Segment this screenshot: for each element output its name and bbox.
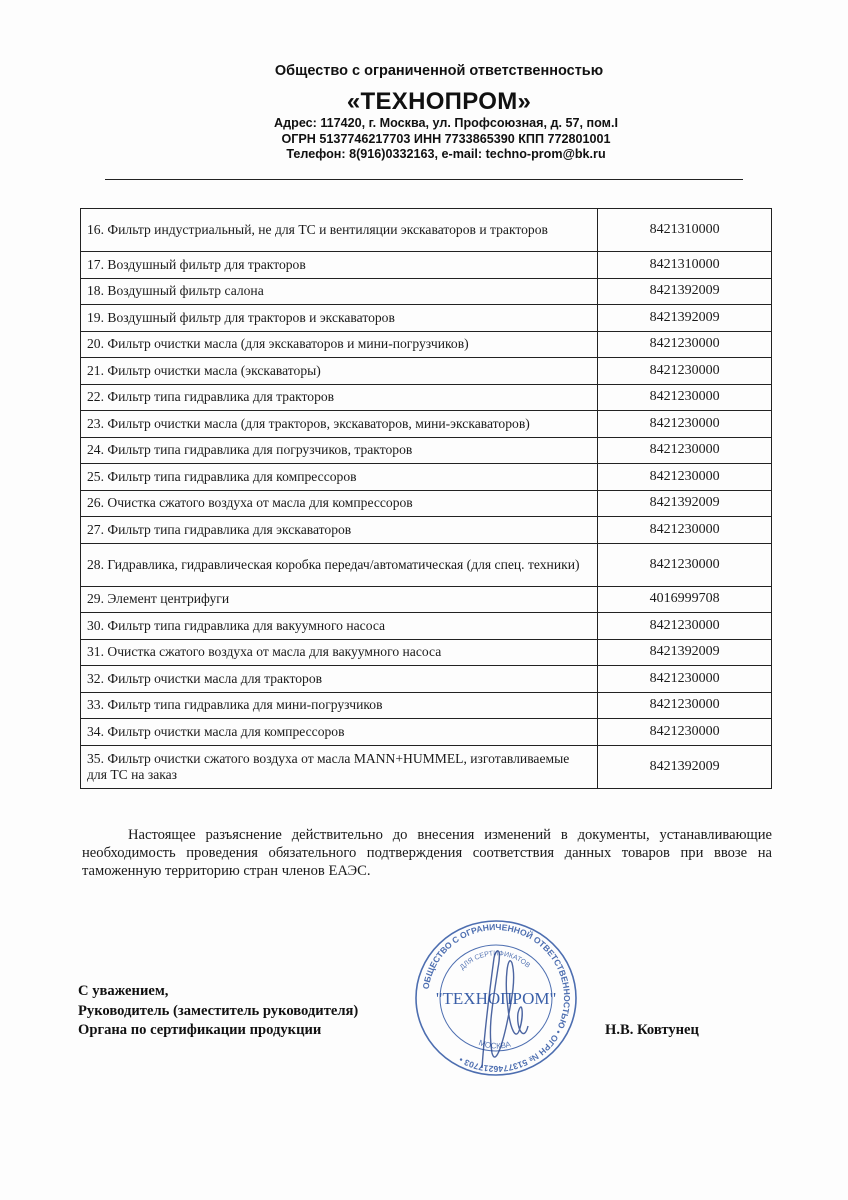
stamp-seal-icon: [412, 918, 580, 1078]
tn-ved-code-cell: 8421392009: [598, 278, 772, 305]
tn-ved-code-cell: 8421230000: [598, 692, 772, 719]
product-description-cell: 20. Фильтр очистки масла (для экскаваторов и мини-погрузчиков): [81, 331, 598, 358]
table-row: [81, 639, 772, 666]
stamp-center-text: "ТЕХНОПРОМ": [435, 989, 557, 1008]
signatory-name: Н.В. Ковтунец: [605, 1022, 699, 1038]
product-description-cell: 22. Фильтр типа гидравлика для тракторов: [81, 384, 598, 411]
table-row: [81, 719, 772, 746]
table-row: [81, 252, 772, 279]
signature-closing: С уважением,: [78, 983, 169, 999]
table-row: [81, 331, 772, 358]
product-description-cell: 30. Фильтр типа гидравлика для вакуумного насоса: [81, 613, 598, 640]
product-description-cell: 21. Фильтр очистки масла (экскаваторы): [81, 358, 598, 385]
table-row: [81, 411, 772, 438]
product-description-cell: 25. Фильтр типа гидравлика для компрессоров: [81, 464, 598, 491]
table-row: [81, 278, 772, 305]
validity-paragraph: [82, 826, 772, 880]
tn-ved-code-cell: 8421310000: [598, 252, 772, 279]
table-row: [81, 358, 772, 385]
tn-ved-code-cell: 8421230000: [598, 517, 772, 544]
letterhead-divider: [105, 179, 743, 180]
tn-ved-code-cell: 8421230000: [598, 719, 772, 746]
product-description-cell: 16. Фильтр индустриальный, не для ТС и вентиляции экскаваторов и тракторов: [81, 209, 598, 252]
tn-ved-code-cell: 8421230000: [598, 384, 772, 411]
table-row: [81, 490, 772, 517]
table-row: [81, 305, 772, 332]
tn-ved-code-cell: 8421230000: [598, 437, 772, 464]
tn-ved-code-cell: 8421230000: [598, 666, 772, 693]
letterhead-address: Адрес: 117420, г. Москва, ул. Профсоюзная, д. 57, пом.I: [274, 116, 618, 130]
table-row: [81, 384, 772, 411]
stamp-bottom-text: МОСКВА: [477, 1038, 512, 1051]
tn-ved-code-cell: 8421230000: [598, 464, 772, 491]
table-row: [81, 437, 772, 464]
tn-ved-code-cell: 8421392009: [598, 305, 772, 332]
tn-ved-code-cell: 8421230000: [598, 543, 772, 586]
table-row: [81, 613, 772, 640]
signature-position-line1: Руководитель (заместитель руководителя): [78, 1003, 359, 1019]
svg-text:МОСКВА: [477, 1038, 512, 1050]
table-row: [81, 517, 772, 544]
product-description-cell: 33. Фильтр типа гидравлика для мини-погрузчиков: [81, 692, 598, 719]
product-description-cell: 29. Элемент центрифуги: [81, 586, 598, 613]
product-description-cell: 28. Гидравлика, гидравлическая коробка передач/автоматическая (для спец. техники): [81, 543, 598, 586]
product-description-cell: 27. Фильтр типа гидравлика для экскаваторов: [81, 517, 598, 544]
table-row: [81, 692, 772, 719]
signature-position-line2: Органа по сертификации продукции: [78, 1022, 322, 1038]
product-description-cell: 26. Очистка сжатого воздуха от масла для компрессоров: [81, 490, 598, 517]
table-row: [81, 209, 772, 252]
letterhead-company-name: «ТЕХНОПРОМ»: [346, 88, 532, 115]
product-description-cell: 23. Фильтр очистки масла (для тракторов, экскаваторов, мини-экскаваторов): [81, 411, 598, 438]
tn-ved-code-cell: 8421230000: [598, 411, 772, 438]
tn-ved-code-cell: 8421230000: [598, 331, 772, 358]
table-row: [81, 666, 772, 693]
tn-ved-code-cell: 8421230000: [598, 613, 772, 640]
table-row: [81, 745, 772, 788]
table-row: [81, 464, 772, 491]
product-description-cell: 32. Фильтр очистки масла для тракторов: [81, 666, 598, 693]
tn-ved-code-cell: 4016999708: [598, 586, 772, 613]
product-description-cell: 19. Воздушный фильтр для тракторов и экскаваторов: [81, 305, 598, 332]
tn-ved-code-cell: 8421392009: [598, 639, 772, 666]
product-code-table: [80, 208, 772, 789]
stamp-outer-text: ОБЩЕСТВО С ОГРАНИЧЕННОЙ ОТВЕТСТВЕННОСТЬЮ • ОГРН № 5137746217703 •: [420, 921, 573, 1075]
product-description-cell: 17. Воздушный фильтр для тракторов: [81, 252, 598, 279]
letterhead-registration: ОГРН 5137746217703 ИНН 7733865390 КПП 772801001: [281, 132, 611, 146]
product-description-cell: 24. Фильтр типа гидравлика для погрузчиков, тракторов: [81, 437, 598, 464]
tn-ved-code-cell: 8421230000: [598, 358, 772, 385]
letterhead-contacts: Телефон: 8(916)0332163, e-mail: techno-prom@bk.ru: [286, 147, 606, 161]
company-stamp: [412, 918, 580, 1078]
product-description-cell: 18. Воздушный фильтр салона: [81, 278, 598, 305]
table-row: [81, 543, 772, 586]
letterhead-org-type: Общество с ограниченной ответственностью: [274, 63, 604, 79]
table-row: [81, 586, 772, 613]
validity-paragraph-text: Настоящее разъяснение действительно до внесения изменений в документы, устанавливающие необходимость проведения обязательного подтверждения соответствия данных товаров при ввозе на таможенную территорию стран членов ЕАЭС.: [82, 827, 772, 879]
product-description-cell: 31. Очистка сжатого воздуха от масла для вакуумного насоса: [81, 639, 598, 666]
tn-ved-code-cell: 8421392009: [598, 745, 772, 788]
tn-ved-code-cell: 8421310000: [598, 209, 772, 252]
product-description-cell: 35. Фильтр очистки сжатого воздуха от масла MANN+HUMMEL, изготавливаемые для ТС на заказ: [81, 745, 598, 788]
tn-ved-code-cell: 8421392009: [598, 490, 772, 517]
stamp-inner-text: ДЛЯ СЕРТИФИКАТОВ: [458, 950, 532, 972]
product-description-cell: 34. Фильтр очистки масла для компрессоров: [81, 719, 598, 746]
